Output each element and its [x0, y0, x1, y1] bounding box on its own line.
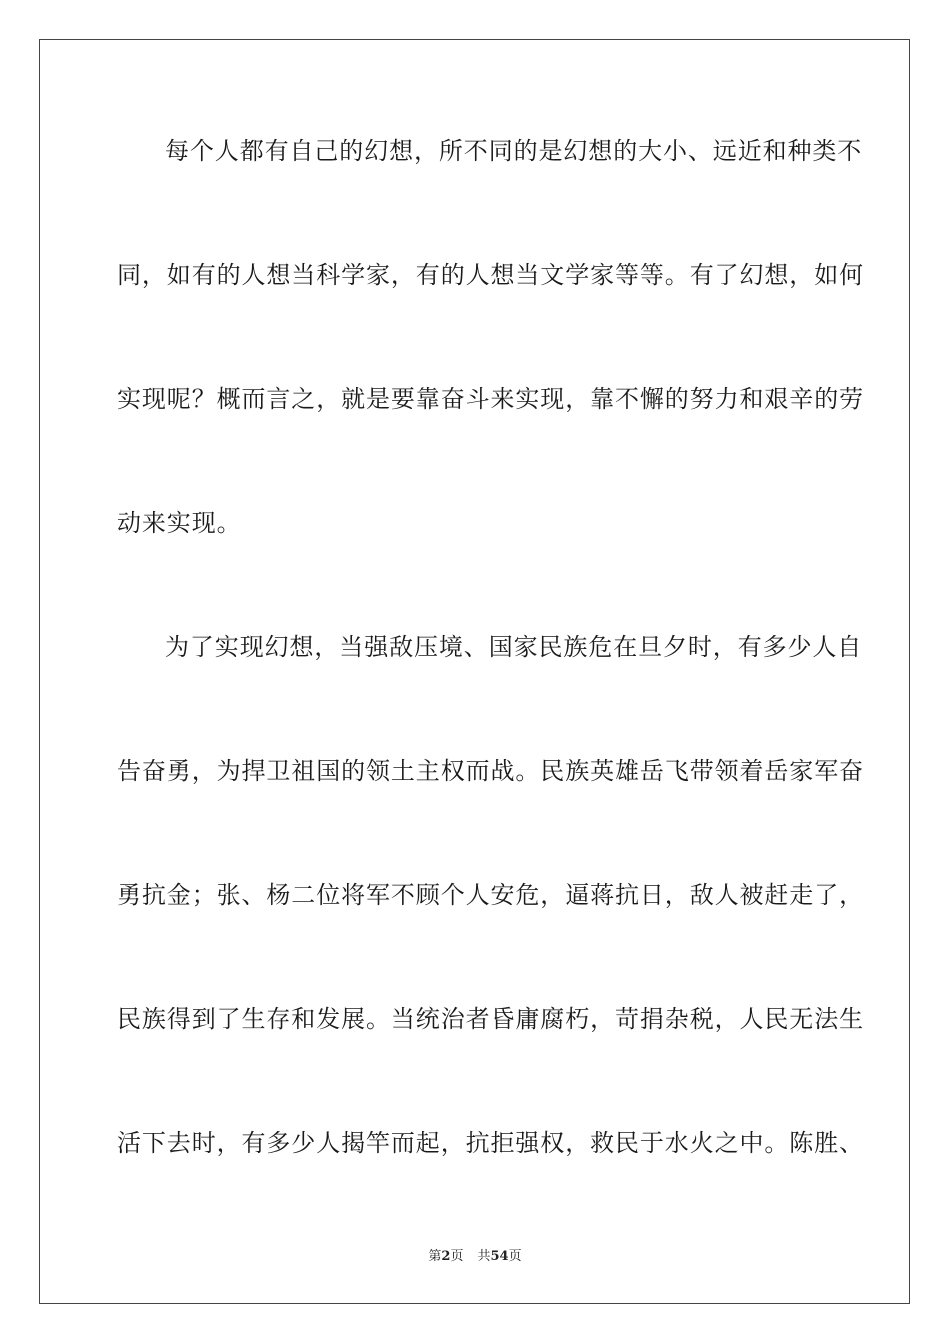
page-suffix: 页 — [450, 1249, 464, 1264]
paragraph-2-line-3: 勇抗金；张、杨二位将军不顾个人安危，逼蒋抗日，敌人被赶走了， — [117, 881, 864, 909]
paragraph-2-line-4: 民族得到了生存和发展。当统治者昏庸腐朽，苛捐杂税，人民无法生 — [117, 1005, 864, 1033]
paragraph-1-line-3: 实现呢？概而言之，就是要靠奋斗来实现，靠不懈的努力和艰辛的劳 — [117, 385, 864, 413]
page-number: 2 — [441, 1249, 451, 1264]
paragraph-1-line-2: 同，如有的人想当科学家，有的人想当文学家等等。有了幻想，如何 — [117, 261, 864, 289]
page-prefix: 第 — [428, 1249, 442, 1264]
page-border — [39, 39, 910, 1304]
total-prefix: 共 — [477, 1249, 491, 1264]
total-pages-label — [477, 1249, 521, 1264]
total-pages: 54 — [490, 1249, 509, 1264]
paragraph-1-line-4: 动来实现。 — [117, 509, 242, 537]
paragraph-1-line-1: 每个人都有自己的幻想，所不同的是幻想的大小、远近和种类不 — [165, 137, 863, 165]
page-number-label — [428, 1249, 463, 1264]
page-footer — [0, 1248, 950, 1266]
paragraph-2-line-1: 为了实现幻想，当强敌压境、国家民族危在旦夕时，有多少人自 — [165, 633, 863, 661]
paragraph-2-line-5: 活下去时，有多少人揭竿而起，抗拒强权，救民于水火之中。陈胜、 — [117, 1129, 864, 1157]
total-suffix: 页 — [508, 1249, 522, 1264]
paragraph-2-line-2: 告奋勇，为捍卫祖国的领土主权而战。民族英雄岳飞带领着岳家军奋 — [117, 757, 864, 785]
